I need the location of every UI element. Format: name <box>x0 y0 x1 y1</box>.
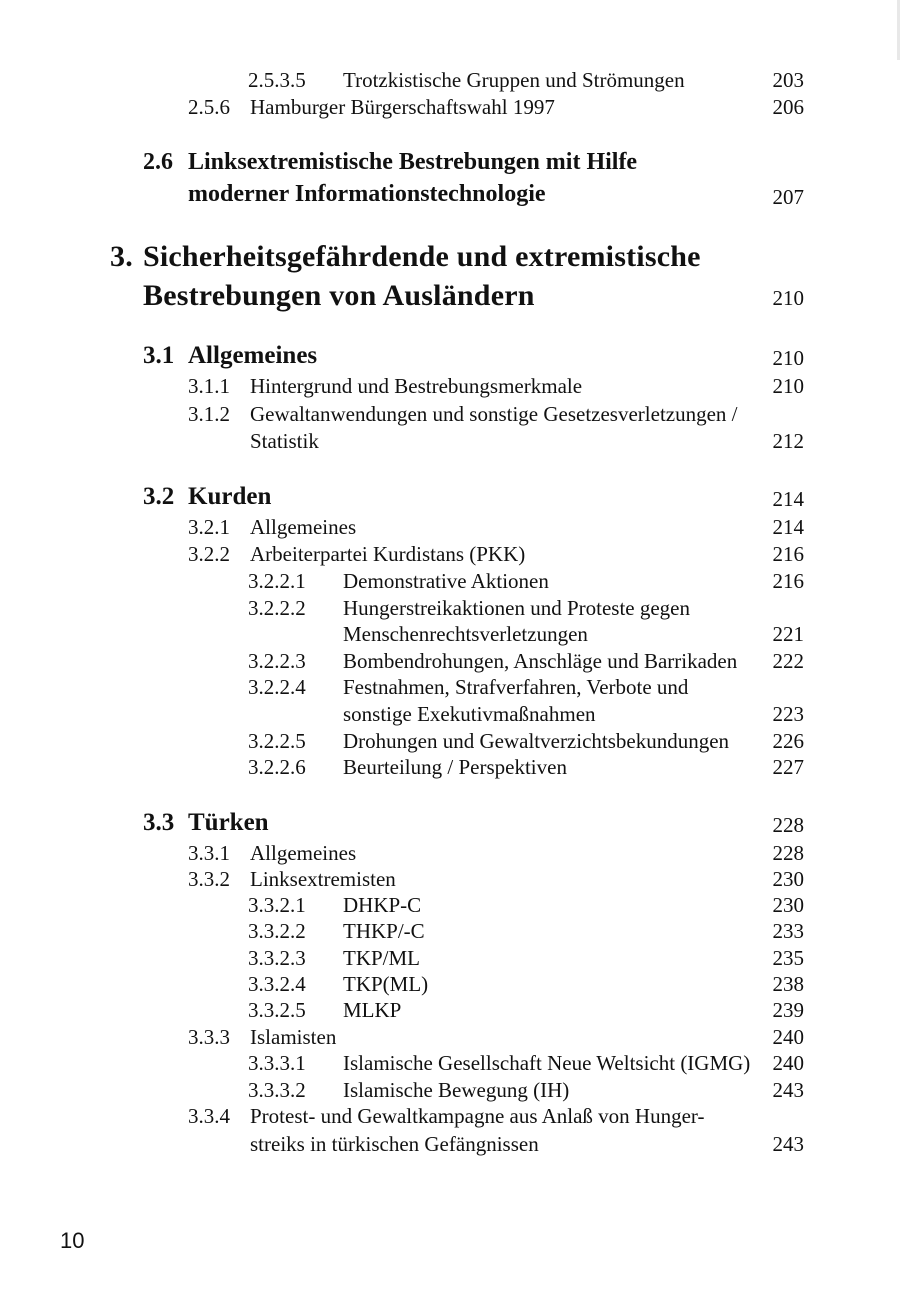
toc-entry-title: MLKP <box>343 998 402 1022</box>
toc-entry-page: 214 <box>772 487 804 511</box>
toc-entry-title-line2: streiks in türkischen Gefängnissen <box>250 1132 539 1156</box>
toc-entry-title: DHKP-C <box>343 893 422 917</box>
toc-entry-title-line1: Hungerstreikaktionen und Proteste gegen <box>343 596 690 620</box>
toc-entry-page: 240 <box>772 1025 804 1049</box>
toc-entry-title: Demonstrative Aktionen <box>343 569 549 593</box>
toc-entry-title-line1: Protest- und Gewaltkampagne aus Anlaß von Hunger- <box>250 1104 705 1128</box>
toc-entry-title: THKP/-C <box>343 919 425 943</box>
toc-entry-number: 3.3.2.1 <box>248 893 306 917</box>
toc-entry-title: Linksextremisten <box>250 867 396 891</box>
toc-entry-number: 3.2.2.1 <box>248 569 306 593</box>
toc-entry-page: 223 <box>772 702 804 726</box>
toc-entry-number: 3.2.2.5 <box>248 729 306 753</box>
toc-entry-page: 214 <box>772 515 804 539</box>
toc-entry-number: 3. <box>110 240 133 273</box>
toc-entry-number: 3.3.2.2 <box>248 919 306 943</box>
toc-entry-title-line1: Festnahmen, Strafverfahren, Verbote und <box>343 675 689 699</box>
toc-entry-title: TKP/ML <box>343 946 421 970</box>
toc-entry-page: 207 <box>772 185 804 209</box>
toc-entry-page: 203 <box>772 68 804 92</box>
toc-entry-page: 228 <box>772 813 804 837</box>
toc-entry-number: 3.1.1 <box>188 374 230 398</box>
toc-entry-page: 210 <box>772 286 804 310</box>
toc-entry-title: Drohungen und Gewaltverzichtsbekundungen <box>343 729 730 753</box>
toc-entry-page: 212 <box>772 429 804 453</box>
toc-entry-title: Islamische Bewegung (IH) <box>343 1078 570 1102</box>
page-number: 10 <box>60 1228 85 1253</box>
toc-entry-number: 3.3.2.3 <box>248 946 306 970</box>
toc-entry-number: 3.3.3.1 <box>248 1051 306 1075</box>
toc-entry-title-line2: Statistik <box>250 429 319 453</box>
toc-entry-page: 238 <box>772 972 804 996</box>
toc-entry-title: Islamische Gesellschaft Neue Weltsicht (IGMG) <box>343 1051 751 1075</box>
toc-entry-title: TKP(ML) <box>343 972 429 996</box>
toc-entry-title-line2: Bestrebungen von Ausländern <box>143 279 535 312</box>
toc-entry-title: Beurteilung / Perspektiven <box>343 755 567 779</box>
toc-entry-page: 230 <box>772 867 804 891</box>
toc-entry-title-line1: Sicherheitsgefährdende und extremistische <box>143 240 701 273</box>
toc-entry-title-line1: Gewaltanwendungen und sonstige Gesetzesverletzungen / <box>250 402 738 426</box>
toc-entry-title-line2: moderner Informationstechnologie <box>188 181 546 207</box>
toc-entry-number: 3.3 <box>143 809 175 836</box>
toc-entry-page: 243 <box>772 1132 804 1156</box>
toc-entry-number: 2.6 <box>143 149 173 175</box>
toc-entry-page: 239 <box>772 998 804 1022</box>
toc-entry-page: 228 <box>772 841 804 865</box>
toc-entry-title: Allgemeines <box>250 515 357 539</box>
toc-entry-number: 3.1.2 <box>188 402 230 426</box>
toc-entry-number: 3.3.3 <box>188 1025 230 1049</box>
toc-entry-number: 3.2.2.3 <box>248 649 306 673</box>
toc-entry-number: 3.2.1 <box>188 515 230 539</box>
toc-entry-page: 216 <box>772 569 804 593</box>
toc-entry-title: Kurden <box>188 483 272 510</box>
toc-entry-number: 3.2.2.4 <box>248 675 306 699</box>
toc-entry-title-line2: Menschenrechtsverletzungen <box>343 622 588 646</box>
toc-entry-page: 221 <box>772 622 804 646</box>
toc-entry-number: 2.5.6 <box>188 95 230 119</box>
toc-entry-page: 216 <box>772 542 804 566</box>
toc-entry-title: Türken <box>188 809 269 836</box>
toc-entry-title: Hintergrund und Bestrebungsmerkmale <box>250 374 583 398</box>
toc-entry-title-line1: Linksextremistische Bestrebungen mit Hilfe <box>188 149 638 175</box>
toc-entry-title-line2: sonstige Exekutivmaßnahmen <box>343 702 596 726</box>
toc-entry-page: 240 <box>772 1051 804 1075</box>
toc-entry-page: 235 <box>772 946 804 970</box>
toc-entry-title: Trotzkistische Gruppen und Strömungen <box>343 68 685 92</box>
toc-entry-number: 3.2.2 <box>188 542 230 566</box>
toc-entry-title: Allgemeines <box>188 342 318 369</box>
toc-entry-title: Bombendrohungen, Anschläge und Barrikaden <box>343 649 738 673</box>
toc-entry-number: 3.3.4 <box>188 1104 230 1128</box>
toc-entry-title: Hamburger Bürgerschaftswahl 1997 <box>250 95 555 119</box>
toc-entry-number: 3.1 <box>143 342 175 369</box>
toc-entry-number: 3.3.3.2 <box>248 1078 306 1102</box>
toc-entry-number: 3.2 <box>143 483 175 510</box>
toc-entry-title: Islamisten <box>250 1025 337 1049</box>
toc-entry-page: 243 <box>772 1078 804 1102</box>
toc-entry-page: 230 <box>772 893 804 917</box>
toc-entry-page: 227 <box>772 755 804 779</box>
toc-entry-number: 2.5.3.5 <box>248 68 306 92</box>
toc-entry-title: Allgemeines <box>250 841 357 865</box>
toc-entry-page: 206 <box>772 95 804 119</box>
toc-entry-number: 3.3.2 <box>188 867 230 891</box>
toc-entry-page: 210 <box>772 346 804 370</box>
toc-entry-number: 3.3.2.5 <box>248 998 306 1022</box>
toc-entry-title: Arbeiterpartei Kurdistans (PKK) <box>250 542 526 566</box>
toc-entry-page: 226 <box>772 729 804 753</box>
toc-entry-page: 222 <box>772 649 804 673</box>
toc-entry-number: 3.2.2.6 <box>248 755 306 779</box>
toc-entry-page: 210 <box>772 374 804 398</box>
toc-entry-number: 3.3.2.4 <box>248 972 306 996</box>
toc-entry-page: 233 <box>772 919 804 943</box>
toc-entry-number: 3.2.2.2 <box>248 596 306 620</box>
toc-entry-number: 3.3.1 <box>188 841 230 865</box>
